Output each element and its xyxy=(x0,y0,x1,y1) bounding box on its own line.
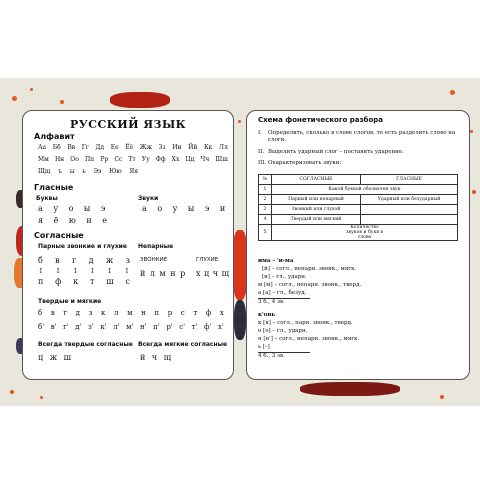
alphabet-letter: Ии xyxy=(172,144,182,151)
soft-row xyxy=(38,323,224,331)
example-word: к'онь xyxy=(258,312,276,318)
consonant: п' xyxy=(153,323,160,331)
example-line: ь [–] xyxy=(258,344,270,350)
alphabet-letter: Кк xyxy=(203,144,213,151)
consonant: з xyxy=(88,309,93,317)
consonant: х' xyxy=(217,323,224,331)
vowel-letters-row: а у о ы э xyxy=(38,204,110,213)
example-word: има – 'и-ма xyxy=(258,258,294,264)
table-cell: 1 xyxy=(259,185,272,195)
step-text: Определить, сколько в слове слогов, то есть разделить слово на слоги. xyxy=(268,130,456,143)
table-row xyxy=(259,205,458,215)
consonant: ф xyxy=(55,277,62,286)
consonant: р xyxy=(167,309,173,317)
table-header-cell: ГЛАСНЫЕ xyxy=(361,175,458,185)
consonant: т xyxy=(90,277,95,286)
consonant: ф xyxy=(205,309,212,317)
table-cell: Какой буквой обозначен звук xyxy=(272,185,458,195)
scheme-step xyxy=(258,149,458,156)
always-hard-heading: Всегда твердые согласные xyxy=(38,341,133,348)
consonant: п xyxy=(38,277,44,286)
alphabet-letter: Зз xyxy=(158,144,166,151)
scheme-title: Схема фонетического разбора xyxy=(258,116,383,124)
alphabet-letter: Чч xyxy=(200,156,210,163)
cover-speck xyxy=(238,120,241,123)
cover-speck xyxy=(470,130,473,133)
table-cell xyxy=(361,205,458,215)
table-cell: 5 xyxy=(259,225,272,241)
vowels-heading: Гласные xyxy=(34,183,74,192)
hard-soft-table xyxy=(38,309,224,331)
cover-speck xyxy=(40,396,43,399)
step-number: II. xyxy=(258,149,265,155)
paired-label: Парные звонкие и глухие xyxy=(38,243,127,250)
consonant: к xyxy=(73,277,79,286)
consonant: с xyxy=(180,309,185,317)
alphabet-letter: Хх xyxy=(171,156,180,163)
consonant: к' xyxy=(100,323,107,331)
voiceless-label: ГЛУХИЕ xyxy=(196,257,219,263)
voiced-label: ЗВОНКИЕ xyxy=(140,257,168,263)
example-line: к [к] – согл., парн. звонк., тверд. xyxy=(258,320,353,326)
unpaired-voiced: й л м н р xyxy=(140,269,186,278)
alphabet-heading: Алфавит xyxy=(34,132,75,141)
consonant: в xyxy=(55,256,60,265)
alphabet-letter: Ее xyxy=(110,144,119,151)
double-arrow-icon: ↕ xyxy=(38,267,44,275)
letters-label: Буквы xyxy=(36,195,58,202)
consonant: н xyxy=(141,309,146,317)
alphabet-row xyxy=(38,156,228,163)
alphabet-letter: Сс xyxy=(114,156,123,163)
consonant: с xyxy=(125,277,130,286)
table-cell: Количество звуков и букв в слове xyxy=(272,225,458,241)
consonant: з' xyxy=(88,323,94,331)
consonant: б xyxy=(38,256,43,265)
cover-speck xyxy=(12,96,17,101)
alphabet-letter: Лл xyxy=(219,144,228,151)
alphabet-letter: Йй xyxy=(188,144,198,151)
vowel-sounds-row: а о у ы э и xyxy=(142,204,230,213)
cover-speck xyxy=(30,88,33,91)
double-arrow-icon: ↕ xyxy=(72,267,79,275)
double-arrow-icon: ↕ xyxy=(106,267,113,275)
scheme-step xyxy=(258,160,458,167)
consonant: ш xyxy=(106,277,114,286)
alphabet-letter: ы xyxy=(69,168,75,175)
consonant: д xyxy=(75,309,80,317)
consonant: п xyxy=(154,309,160,317)
example-summary: 4 б., 3 зв. xyxy=(258,353,285,359)
consonant: с' xyxy=(179,323,186,331)
example-line: о [о] – гл., ударн. xyxy=(258,328,308,334)
voiceless-row xyxy=(38,277,130,286)
paired-consonants xyxy=(38,256,130,286)
always-soft-heading: Всегда мягкие согласные xyxy=(138,341,228,348)
consonant: д' xyxy=(75,323,82,331)
consonant: ф' xyxy=(204,323,212,331)
example-summary: 3 б., 4 зв. xyxy=(258,299,285,305)
alphabet-letter: Ёё xyxy=(125,144,134,151)
alphabet-letter: Щщ xyxy=(38,168,51,175)
alphabet-letter: Цц xyxy=(185,156,195,163)
step-number: III. xyxy=(258,160,267,166)
consonant: х xyxy=(219,309,224,317)
table-cell: Звонкий или глухой xyxy=(272,205,361,215)
consonant: б' xyxy=(38,323,45,331)
consonant: б xyxy=(38,309,43,317)
alphabet-letter: Яя xyxy=(129,168,138,175)
consonant: н' xyxy=(140,323,147,331)
cover-speck xyxy=(472,190,476,194)
consonant: л xyxy=(114,309,119,317)
alphabet-letter: Ээ xyxy=(93,168,102,175)
table-cell: 3 xyxy=(259,205,272,215)
unpaired-voiceless: х ц ч щ xyxy=(196,269,230,278)
unpaired-label: Непарные xyxy=(138,243,174,250)
alphabet-row xyxy=(38,144,228,151)
table-row xyxy=(259,195,458,205)
consonant: т' xyxy=(191,323,198,331)
alphabet-letter: Дд xyxy=(95,144,105,151)
step-number: I. xyxy=(258,130,262,136)
alphabet-letter: Вв xyxy=(67,144,76,151)
consonant: ж xyxy=(105,256,114,265)
consonant: г xyxy=(72,256,77,265)
page-title: РУССКИЙ ЯЗЫК xyxy=(70,118,187,131)
consonant: в xyxy=(50,309,55,317)
vowel-letters-row: я ё ю и е xyxy=(38,216,111,225)
pair-arrows-row xyxy=(38,267,130,275)
table-cell: 2 xyxy=(259,195,272,205)
step-text: Выделить ударный слог – поставить ударение. xyxy=(268,149,404,155)
alphabet-letter: Нн xyxy=(54,156,65,163)
alphabet-letter: ъ xyxy=(58,168,63,175)
alphabet-letter: Рр xyxy=(100,156,109,163)
table-cell: 4 xyxy=(259,215,272,225)
cover-decoration-red xyxy=(110,92,170,108)
table-header-row xyxy=(259,175,458,185)
example-line: [и] – гл., ударн. xyxy=(262,274,307,280)
alphabet-letter: Пп xyxy=(84,156,95,163)
voiced-row xyxy=(38,256,130,265)
alphabet-letter: Бб xyxy=(52,144,61,151)
consonant: р' xyxy=(166,323,173,331)
alphabet-letter: Мм xyxy=(38,156,49,163)
alphabet-row xyxy=(38,168,138,175)
cover-decoration-dark xyxy=(234,300,246,340)
alphabet-table xyxy=(38,144,228,175)
consonant: д xyxy=(88,256,94,265)
consonant: к xyxy=(101,309,106,317)
double-arrow-icon: ↕ xyxy=(124,267,130,275)
cover-speck xyxy=(10,390,14,394)
example-line: м [м] – согл., непарн. звонк., тверд. xyxy=(258,282,362,288)
consonant: г' xyxy=(63,323,69,331)
alphabet-letter: Аа xyxy=(38,144,47,151)
alphabet-letter: Оо xyxy=(70,156,79,163)
table-row xyxy=(259,185,458,195)
cover-speck xyxy=(60,100,64,104)
hard-soft-heading: Твердые и мягкие xyxy=(38,298,102,305)
scheme-step xyxy=(258,130,458,144)
consonant: м xyxy=(127,309,133,317)
sounds-label: Звуки xyxy=(138,195,159,202)
table-row xyxy=(259,215,458,225)
double-arrow-icon: ↕ xyxy=(89,267,96,275)
alphabet-letter: Тт xyxy=(128,156,136,163)
cover-speck xyxy=(450,90,455,95)
table-cell xyxy=(361,215,458,225)
table-header-cell: № xyxy=(259,175,272,185)
table-cell: Твердый или мягкий xyxy=(272,215,361,225)
alphabet-letter: Жж xyxy=(139,144,153,151)
consonant: м' xyxy=(126,323,134,331)
cover-decoration-red xyxy=(300,382,400,396)
cover-speck xyxy=(440,395,444,399)
consonant: л' xyxy=(113,323,120,331)
table-header-cell: СОГЛАСНЫЕ xyxy=(272,175,361,185)
hard-row xyxy=(38,309,224,317)
alphabet-letter: ь xyxy=(82,168,86,175)
table-cell: Парный или непарный xyxy=(272,195,361,205)
alphabet-letter: Юю xyxy=(109,168,122,175)
step-text: Охарактеризовать звуки: xyxy=(268,160,342,166)
alphabet-letter: Гг xyxy=(81,144,89,151)
always-soft-letters: й ч щ xyxy=(140,353,172,362)
example-line: [й] – согл., непарн. звонк., мягк. xyxy=(262,266,357,272)
consonant: з xyxy=(125,256,130,265)
consonant: в' xyxy=(50,323,57,331)
phonetic-table xyxy=(258,174,458,241)
always-hard-letters: ц ж ш xyxy=(38,353,72,362)
table-row xyxy=(259,225,458,241)
alphabet-letter: Уу xyxy=(141,156,150,163)
consonant: г xyxy=(63,309,68,317)
double-arrow-icon: ↕ xyxy=(55,267,62,275)
consonant: т xyxy=(193,309,198,317)
example-line: а [а] – гл., безуд. xyxy=(258,290,307,296)
example-line: н [н'] – согл., непарн. звонк., мягк. xyxy=(258,336,360,342)
consonants-heading: Согласные xyxy=(34,231,84,240)
alphabet-letter: Фф xyxy=(155,156,166,163)
table-cell: Ударный или безударный xyxy=(361,195,458,205)
alphabet-letter: Шш xyxy=(215,156,228,163)
